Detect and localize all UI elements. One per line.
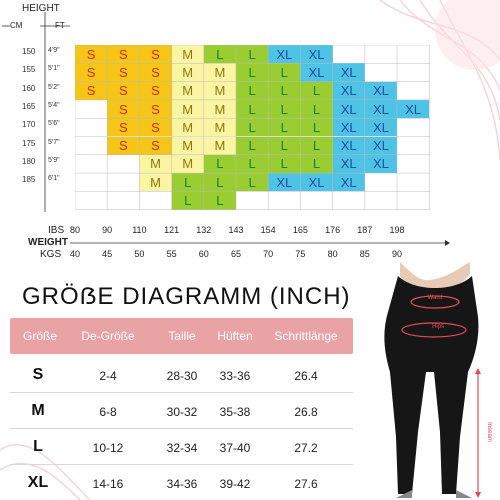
- ibs-tick: 198: [389, 225, 405, 235]
- size-cell-s: S: [139, 45, 171, 63]
- size-cell: XL: [27, 474, 49, 491]
- header-size: Größe: [22, 329, 58, 343]
- size-cell-l: L: [268, 100, 300, 118]
- size-cell-xl: XL: [333, 100, 365, 118]
- height-label: HEIGHT: [22, 3, 60, 14]
- model-leggings-illustration: [360, 262, 500, 500]
- hips-cell: 33-36: [219, 369, 251, 383]
- de-size-cell: 10-12: [92, 441, 124, 455]
- size-table-header: [10, 318, 353, 354]
- ibs-tick: 143: [228, 225, 244, 235]
- ibs-label: IBS: [48, 225, 65, 236]
- size-cell-xl: XL: [268, 173, 300, 191]
- size-cell-m: M: [172, 100, 204, 118]
- size-cell-s: S: [107, 137, 139, 155]
- hips-cell: 39-42: [219, 477, 251, 491]
- header-de-size: De-Größe: [81, 329, 135, 343]
- ibs-tick: 90: [102, 225, 113, 235]
- ibs-tick: 176: [325, 225, 341, 235]
- size-cell-l: L: [236, 45, 268, 63]
- cm-tick: 165: [22, 101, 36, 111]
- inseam-cell: 26.8: [294, 405, 318, 419]
- size-cell: L: [33, 438, 43, 455]
- size-cell-xl: XL: [268, 45, 300, 63]
- cm-tick: 170: [22, 120, 36, 130]
- waist-cell: 30-32: [166, 405, 198, 419]
- size-cell-xl: XL: [300, 63, 332, 81]
- table-row: [10, 394, 353, 428]
- size-cell-xl: XL: [333, 137, 365, 155]
- size-cell-m: M: [172, 63, 204, 81]
- cm-tick: 185: [22, 175, 36, 185]
- table-row: [10, 358, 353, 392]
- ibs-tick: 165: [292, 225, 308, 235]
- ft-tick: 4'9": [48, 47, 60, 54]
- size-cell-m: M: [172, 137, 204, 155]
- size-cell-l: L: [236, 137, 268, 155]
- size-cell-l: L: [300, 155, 332, 173]
- inseam-cell: 27.2: [294, 441, 318, 455]
- size-cell-xl: XL: [333, 173, 365, 191]
- size-cell-l: L: [204, 191, 236, 209]
- size-cell-m: M: [204, 63, 236, 81]
- size-cell-xl: XL: [300, 173, 332, 191]
- size-cell-xl: XL: [365, 137, 397, 155]
- kgs-label: KGS: [40, 249, 62, 260]
- size-cell-xl: XL: [300, 45, 332, 63]
- kg-tick: 70: [263, 249, 274, 259]
- ft-tick: 5'2": [48, 83, 60, 91]
- size-cell-xl: XL: [365, 118, 397, 136]
- page-title: GRÖẞE DIAGRAMM (INCH): [22, 283, 351, 310]
- ibs-tick: 187: [357, 225, 373, 235]
- size-cell-m: M: [172, 155, 204, 173]
- size-cell-m: M: [204, 118, 236, 136]
- size-cell-l: L: [172, 173, 204, 191]
- size-cell-xl: XL: [365, 155, 397, 173]
- size-cell-s: S: [75, 82, 107, 100]
- size-cell-l: L: [300, 100, 332, 118]
- size-cell-s: S: [107, 82, 139, 100]
- size-cell-s: S: [139, 100, 171, 118]
- waist-label: Waist: [427, 295, 443, 301]
- waist-cell: 34-36: [166, 477, 198, 491]
- kg-tick: 65: [230, 249, 242, 259]
- kg-tick: 80: [327, 249, 338, 259]
- size-cell-xl: XL: [333, 63, 365, 81]
- size-cell-s: S: [107, 63, 139, 81]
- size-cell-s: S: [139, 63, 171, 81]
- size-cell-s: S: [107, 45, 139, 63]
- cm-unit-label: CM: [10, 21, 23, 30]
- table-row: [10, 466, 353, 500]
- kg-tick: 40: [69, 249, 81, 259]
- ft-tick: 5'6": [48, 120, 60, 128]
- ibs-tick: 154: [260, 225, 276, 235]
- inseam-cell: 26.4: [294, 369, 318, 383]
- size-cell-m: M: [204, 137, 236, 155]
- size-cell-l: L: [268, 118, 300, 136]
- ibs-tick: 80: [69, 225, 81, 235]
- ibs-tick: 132: [196, 225, 212, 235]
- kg-tick: 50: [134, 249, 145, 259]
- kg-tick: 45: [102, 249, 113, 259]
- size-cell-m: M: [139, 155, 171, 173]
- ft-tick: 6'1": [48, 175, 60, 183]
- row-divider: [10, 464, 353, 465]
- size-cell-m: M: [172, 45, 204, 63]
- size-cell-l: L: [268, 82, 300, 100]
- ibs-tick: 121: [164, 225, 180, 235]
- ft-tick: 5'4": [48, 101, 60, 109]
- size-cell-s: S: [139, 82, 171, 100]
- de-size-cell: 2-4: [99, 369, 117, 383]
- waist-cell: 28-30: [166, 369, 198, 383]
- row-divider: [10, 392, 353, 393]
- ft-tick: 5'9": [48, 156, 60, 164]
- height-axis: [0, 0, 65, 240]
- size-cell-s: S: [75, 63, 107, 81]
- header-waist: Taille: [168, 329, 196, 343]
- kg-tick: 60: [198, 249, 209, 259]
- size-cell-xl: XL: [397, 100, 429, 118]
- size-cell-s: S: [75, 45, 107, 63]
- de-size-cell: 14-16: [92, 477, 124, 491]
- kg-tick: 85: [359, 249, 370, 259]
- size-grid: [75, 45, 430, 210]
- size-cell-l: L: [268, 137, 300, 155]
- size-cell-l: L: [300, 82, 332, 100]
- cm-tick: 160: [22, 83, 36, 93]
- ibs-tick: 110: [132, 225, 147, 235]
- size-cell: M: [31, 402, 45, 419]
- size-cell-l: L: [236, 63, 268, 81]
- size-cell-m: M: [204, 82, 236, 100]
- size-cell-s: S: [107, 118, 139, 136]
- header-inseam: Schrittlänge: [274, 329, 338, 343]
- size-cell-m: M: [139, 173, 171, 191]
- hips-cell: 37-40: [219, 441, 251, 455]
- size-cell-l: L: [300, 137, 332, 155]
- kg-tick: 75: [295, 249, 306, 259]
- size-cell-l: L: [300, 118, 332, 136]
- ft-tick: 5'7": [48, 138, 60, 146]
- de-size-cell: 6-8: [99, 405, 117, 419]
- size-cell-s: S: [139, 137, 171, 155]
- size-cell-s: S: [107, 100, 139, 118]
- header-hips: Hüften: [217, 329, 253, 343]
- cm-tick: 155: [22, 65, 36, 75]
- ft-tick: 5'1": [48, 65, 60, 73]
- size-cell-xl: XL: [333, 82, 365, 100]
- size-cell-l: L: [204, 173, 236, 191]
- grid-lines: [75, 45, 430, 210]
- cm-tick: 180: [22, 156, 36, 166]
- size-cell-xl: XL: [333, 118, 365, 136]
- size-cell-m: M: [204, 100, 236, 118]
- size-cell-l: L: [236, 155, 268, 173]
- waist-cell: 32-34: [166, 441, 198, 455]
- size-cell-s: S: [139, 118, 171, 136]
- hips-cell: 35-38: [219, 405, 251, 419]
- size-cell-l: L: [236, 100, 268, 118]
- size-cell: S: [32, 366, 44, 383]
- size-cell-l: L: [236, 173, 268, 191]
- size-cell-l: L: [236, 118, 268, 136]
- size-cell-l: L: [204, 155, 236, 173]
- size-cell-l: L: [268, 155, 300, 173]
- inseam-label: Inseam: [486, 422, 492, 442]
- size-cell-l: L: [236, 82, 268, 100]
- size-cell-m: M: [172, 118, 204, 136]
- kg-tick: 90: [391, 249, 403, 259]
- table-row: [10, 430, 353, 464]
- inseam-cell: 27.6: [294, 477, 318, 491]
- size-cell-l: L: [204, 45, 236, 63]
- ft-unit-label: FT: [55, 21, 65, 30]
- weight-axis: [0, 218, 500, 268]
- height-axis-arrows: [0, 0, 80, 240]
- row-divider: [10, 428, 353, 429]
- size-cell-l: L: [268, 63, 300, 81]
- hips-label: Hips: [431, 324, 445, 330]
- size-cell-xl: XL: [333, 155, 365, 173]
- size-cell-xl: XL: [365, 100, 397, 118]
- kg-tick: 55: [166, 249, 177, 259]
- size-cell-m: M: [172, 82, 204, 100]
- cm-tick: 150: [22, 47, 36, 56]
- size-cell-xl: XL: [365, 82, 397, 100]
- weight-label: WEIGHT: [28, 237, 68, 248]
- size-cell-l: L: [172, 191, 204, 209]
- cm-tick: 175: [22, 138, 36, 148]
